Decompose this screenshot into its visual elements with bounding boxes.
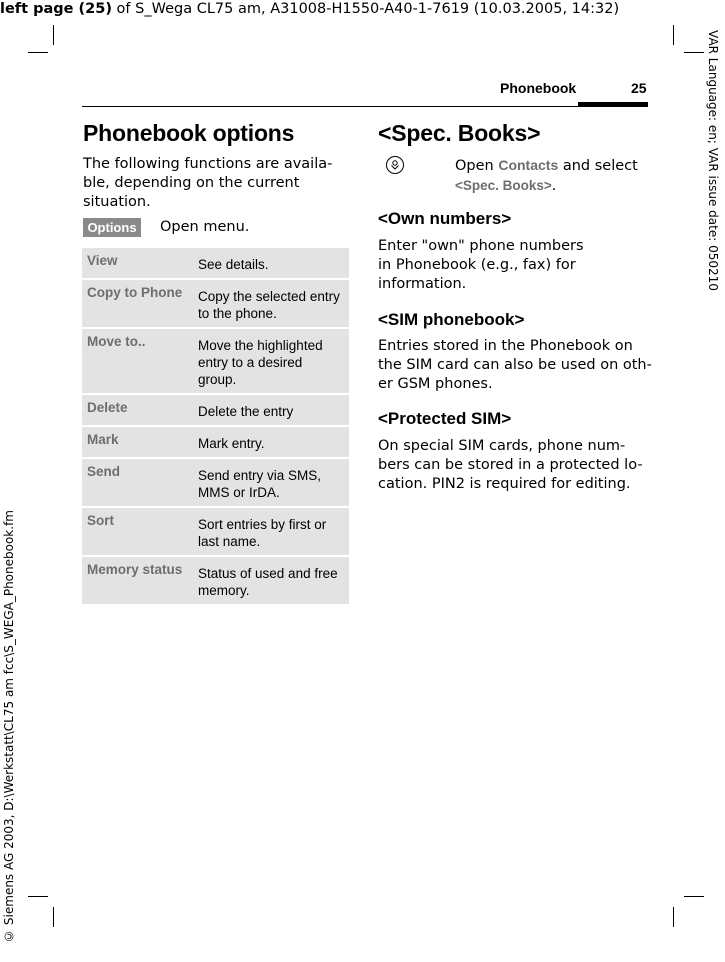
table-row [82,248,349,278]
file-info-bold: left page (25) [0,1,112,17]
table-row [82,508,349,555]
intro-line: ble, depending on the current [83,175,300,191]
option-name: Memory status [82,557,193,604]
option-name: View [82,248,193,278]
file-info-line [0,0,725,18]
options-softkey: Options [83,218,141,237]
option-description: Sort entries by first or last name. [193,508,349,555]
running-header-title: Phonebook [500,80,577,96]
sim-phonebook-text: Entries stored in the Phonebook on the SIM card can also be used on oth- er GSM phones. [378,338,652,392]
joystick-icon [385,155,405,175]
page-number: 25 [631,80,647,96]
crop-mark [673,907,674,927]
contacts-keyword: Contacts [498,157,559,173]
option-name: Delete [82,395,193,425]
protected-sim-text: On special SIM cards, phone num- bers can be stored in a protected lo- cation. PIN2 is required for editing. [378,438,643,492]
table-row [82,459,349,506]
option-description: Delete the entry [193,395,349,425]
option-name: Send [82,459,193,506]
options-intro [83,155,332,212]
table-row [82,557,349,604]
spec-books-instruction: Open Contacts and select <Spec. Books>. [455,157,638,194]
option-name: Move to.. [82,329,193,393]
option-description: Move the highlighted entry to a desired group. [193,329,349,393]
option-description: Send entry via SMS, MMS or IrDA. [193,459,349,506]
own-numbers-text: Enter "own" phone numbers in Phonebook (e.g., fax) for information. [378,238,584,292]
crop-mark [28,896,48,897]
option-name: Sort [82,508,193,555]
var-language-note: VAR Language: en; VAR issue date: 050210 [706,30,720,291]
option-description: Mark entry. [193,427,349,457]
option-description: See details. [193,248,349,278]
intro-line: situation. [83,194,151,210]
table-row [82,280,349,327]
option-name: Mark [82,427,193,457]
option-description: Status of used and free memory. [193,557,349,604]
softkey-description: Open menu. [160,219,250,235]
copyright-path-note: © Siemens AG 2003, D:\Werkstatt\CL75 am fcc\S_WEGA_Phonebook.fm [2,510,16,943]
intro-line: The following functions are availa- [83,156,333,172]
own-numbers-heading: <Own numbers> [378,209,512,228]
options-table [82,246,349,606]
header-tab-bar [578,102,648,107]
phonebook-options-heading: Phonebook options [83,120,295,146]
option-name: Copy to Phone [82,280,193,327]
spec-books-keyword: <Spec. Books> [455,178,552,193]
option-description: Copy the selected entry to the phone. [193,280,349,327]
crop-mark [684,896,704,897]
crop-mark [684,52,704,53]
crop-mark [53,25,54,45]
crop-mark [673,25,674,45]
spec-books-heading: <Spec. Books> [378,120,541,146]
file-info-rest: of S_Wega CL75 am, A31008-H1550-A40-1-7619 (10.03.2005, 14:32) [111,1,620,17]
protected-sim-heading: <Protected SIM> [378,409,512,428]
table-row [82,329,349,393]
table-row [82,427,349,457]
table-row [82,395,349,425]
crop-mark [28,52,48,53]
sim-phonebook-heading: <SIM phonebook> [378,310,525,329]
header-rule [82,106,648,107]
crop-mark [53,907,54,927]
